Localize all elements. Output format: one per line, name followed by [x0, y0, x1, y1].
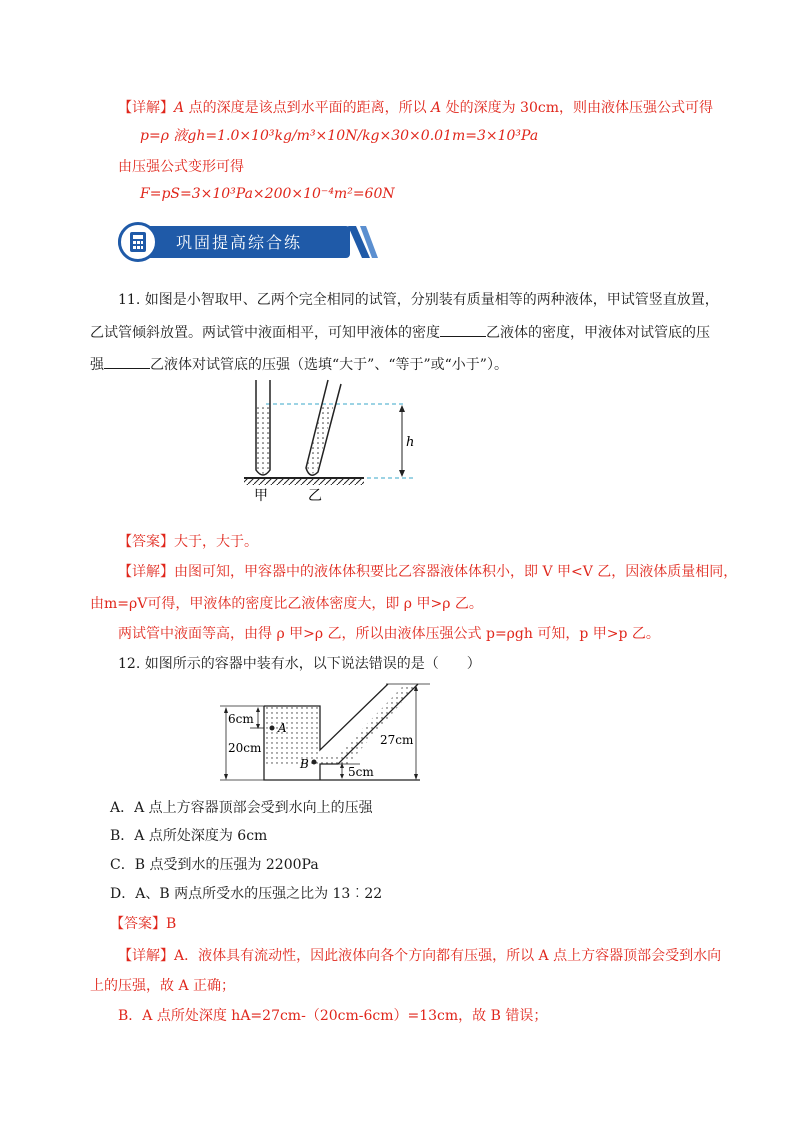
test-tube-figure [236, 376, 426, 502]
formula-pressure: p=ρ 液gh=1.0×10³kg/m³×10N/kg×30×0.01m=3×10³Pa [140, 128, 539, 144]
q11-line2 [90, 322, 710, 343]
point-a: A [174, 100, 185, 116]
label-yi: 乙 [308, 488, 322, 502]
q11-text: 乙试管倾斜放置。两试管中液面相平，可知甲液体的密度 [90, 325, 440, 341]
q11-answer: 【答案】大于，大于。 [118, 534, 258, 550]
detail1-line1 [118, 98, 713, 118]
label-20cm: 20cm [228, 741, 262, 755]
section-banner [118, 222, 370, 262]
q12-detail-line1: 【详解】A．液体具有流动性，因此液体向各个方向都有压强，所以 A 点上方容器顶部会受到水向 [118, 948, 722, 964]
banner-title: 巩固提高综合练 [176, 233, 303, 252]
banner-stripes [348, 226, 378, 258]
label-point-b: B [300, 757, 309, 771]
label-6cm: 6cm [228, 712, 254, 726]
option-a[interactable]: A．A 点上方容器顶部会受到水向上的压强 [110, 800, 373, 816]
label-jia: 甲 [254, 488, 268, 502]
q11-detail-line1: 【详解】由图可知，甲容器中的液体体积要比乙容器液体体积小，即 V 甲<V 乙，因液体质量相同， [118, 564, 738, 580]
calculator-icon [118, 222, 158, 262]
detail-text: 点的深度是该点到水平面的距离，所以 [184, 100, 432, 116]
detail-text: 处的深度为 30cm，则由液体压强公式可得 [441, 100, 713, 116]
label-5cm: 5cm [348, 765, 374, 779]
option-c[interactable]: C．B 点受到水的压强为 2200Pa [110, 857, 319, 873]
label-27cm: 27cm [380, 733, 414, 747]
q12-detail-line3: B．A 点所处深度 hA=27cm-（20cm-6cm）=13cm，故 B 错误； [118, 1008, 548, 1024]
formula-force: F=pS=3×10³Pa×200×10⁻⁴m²=60N [140, 186, 395, 202]
q12-answer: 【答案】B [110, 916, 177, 932]
q11-text: 乙液体的密度，甲液体对试管底的压 [486, 325, 710, 341]
q11-line3 [90, 354, 508, 375]
detail-tag: 【详解】 [118, 100, 174, 116]
answer-blank[interactable] [440, 322, 486, 337]
q11-detail-line3: 两试管中液面等高，由得 ρ 甲>ρ 乙，所以由液体压强公式 p=ρgh 可知，p 甲>p 乙。 [118, 626, 660, 642]
q11-line1: 11. 如图是小智取甲、乙两个完全相同的试管，分别装有质量相等的两种液体，甲试管竖直放置， [118, 292, 719, 308]
detail1-line3: 由压强公式变形可得 [118, 159, 244, 175]
point-a: A [431, 100, 442, 116]
q11-text: 强 [90, 357, 104, 373]
q11-detail-line2: 由m=ρV可得，甲液体的密度比乙液体密度大，即 ρ 甲>ρ 乙。 [90, 596, 483, 612]
q12-detail-line2: 上的压强，故 A 正确； [90, 978, 236, 994]
label-h: h [406, 435, 415, 450]
label-point-a: A [278, 721, 287, 735]
q12-stem: 12. 如图所示的容器中装有水，以下说法错误的是（ ） [118, 656, 481, 672]
option-b[interactable]: B．A 点所处深度为 6cm [110, 828, 268, 844]
answer-blank[interactable] [104, 354, 150, 369]
container-figure [220, 676, 440, 788]
option-d[interactable]: D．A、B 两点所受水的压强之比为 13︰22 [110, 886, 383, 902]
q11-text: 乙液体对试管底的压强（选填“大于”、“等于”或“小于”）。 [150, 357, 508, 373]
